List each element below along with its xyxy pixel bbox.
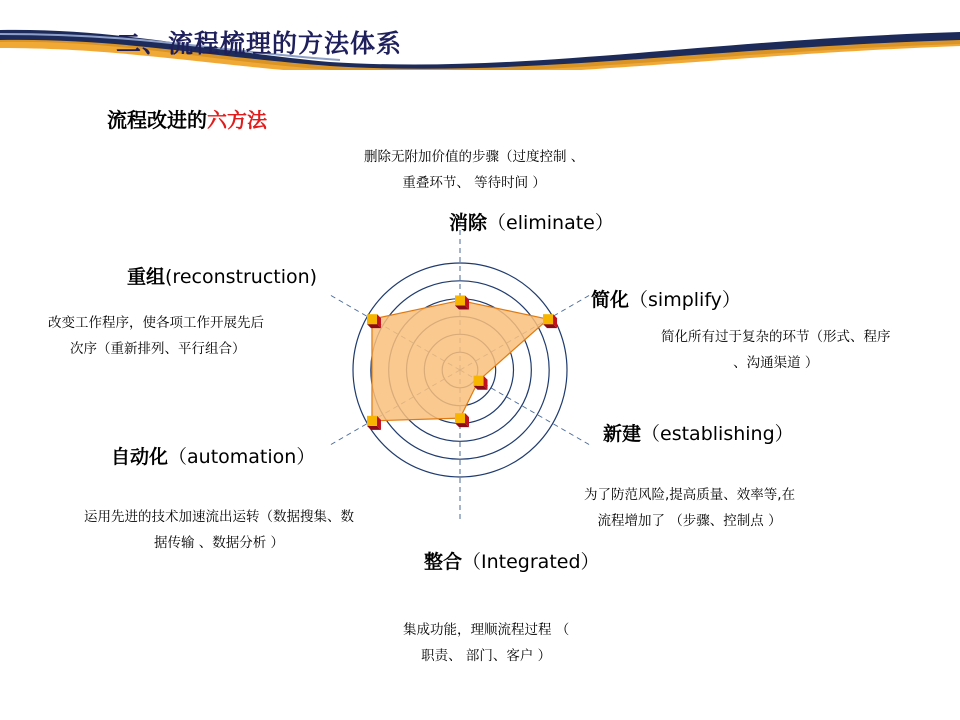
desc-automation-line1: 运用先进的技术加速流出运转（数据搜集、数 — [84, 509, 354, 525]
axis-name-integrated: 整合 — [424, 551, 463, 573]
axis-label-automation — [111, 442, 315, 469]
axis-name-eliminate: 消除 — [449, 212, 488, 234]
desc-eliminate — [364, 144, 584, 196]
desc-automation — [84, 504, 354, 556]
radar-marker-face — [367, 314, 377, 324]
subtitle-highlight: 六方法 — [207, 108, 267, 132]
radar-marker-face — [474, 376, 484, 386]
radar-point-2 — [543, 314, 557, 328]
radar-marker-face — [455, 413, 465, 423]
axis-name-reconstruction: 重组 — [127, 266, 166, 288]
desc-reconstruction — [48, 310, 264, 362]
axis-en-reconstruction: (reconstruction) — [165, 266, 318, 288]
axis-en-integrated: （Integrated） — [462, 551, 600, 573]
desc-simplify-line2: 、沟通渠道 ） — [733, 355, 819, 371]
desc-establishing-line2: 流程增加了 （步骤、控制点 ） — [597, 513, 782, 529]
axis-label-establishing — [603, 419, 794, 446]
desc-eliminate-line2: 重叠环节、 等待时间 ） — [402, 175, 546, 191]
desc-automation-line2: 据传输 、数据分析 ） — [153, 535, 285, 551]
axis-name-simplify: 简化 — [591, 289, 630, 311]
axis-en-automation: （automation） — [168, 446, 316, 468]
axis-label-reconstruction — [127, 262, 317, 289]
radar-data-area — [372, 300, 548, 420]
radar-point-4 — [455, 413, 469, 427]
desc-reconstruction-line1: 改变工作程序，使各项工作开展先后 — [48, 315, 264, 331]
desc-integrated-line2: 职责、 部门、客户 ） — [421, 648, 552, 664]
radar-point-1 — [455, 295, 469, 309]
radar-point-6 — [367, 314, 381, 328]
desc-reconstruction-line2: 次序（重新排列、平行组合） — [70, 341, 246, 357]
radar-marker-face — [367, 416, 377, 426]
axis-label-simplify — [591, 285, 741, 312]
radar-point-3 — [474, 376, 488, 390]
radar-marker-face — [455, 295, 465, 305]
desc-simplify-line1: 简化所有过于复杂的环节（形式、程序 — [661, 329, 891, 345]
axis-name-establishing: 新建 — [603, 423, 642, 445]
desc-simplify — [661, 324, 891, 376]
subtitle-main: 流程改进的 — [107, 108, 207, 132]
axis-label-eliminate — [449, 208, 614, 235]
axis-name-automation: 自动化 — [111, 446, 169, 468]
axis-en-eliminate: （eliminate） — [487, 212, 614, 234]
axis-en-establishing: （establishing） — [641, 423, 794, 445]
desc-integrated — [403, 617, 569, 669]
desc-establishing — [584, 482, 795, 534]
desc-establishing-line1: 为了防范风险,提高质量、效率等,在 — [584, 487, 796, 503]
axis-label-integrated — [424, 547, 600, 574]
axis-en-simplify: （simplify） — [629, 289, 741, 311]
radar-point-5 — [367, 416, 381, 430]
desc-integrated-line1: 集成功能，理顺流程过程 （ — [403, 622, 570, 638]
page-title: 二、流程梳理的方法体系 — [116, 29, 403, 58]
radar-marker-face — [543, 314, 553, 324]
desc-eliminate-line1: 删除无附加价值的步骤（过度控制 、 — [364, 149, 585, 165]
